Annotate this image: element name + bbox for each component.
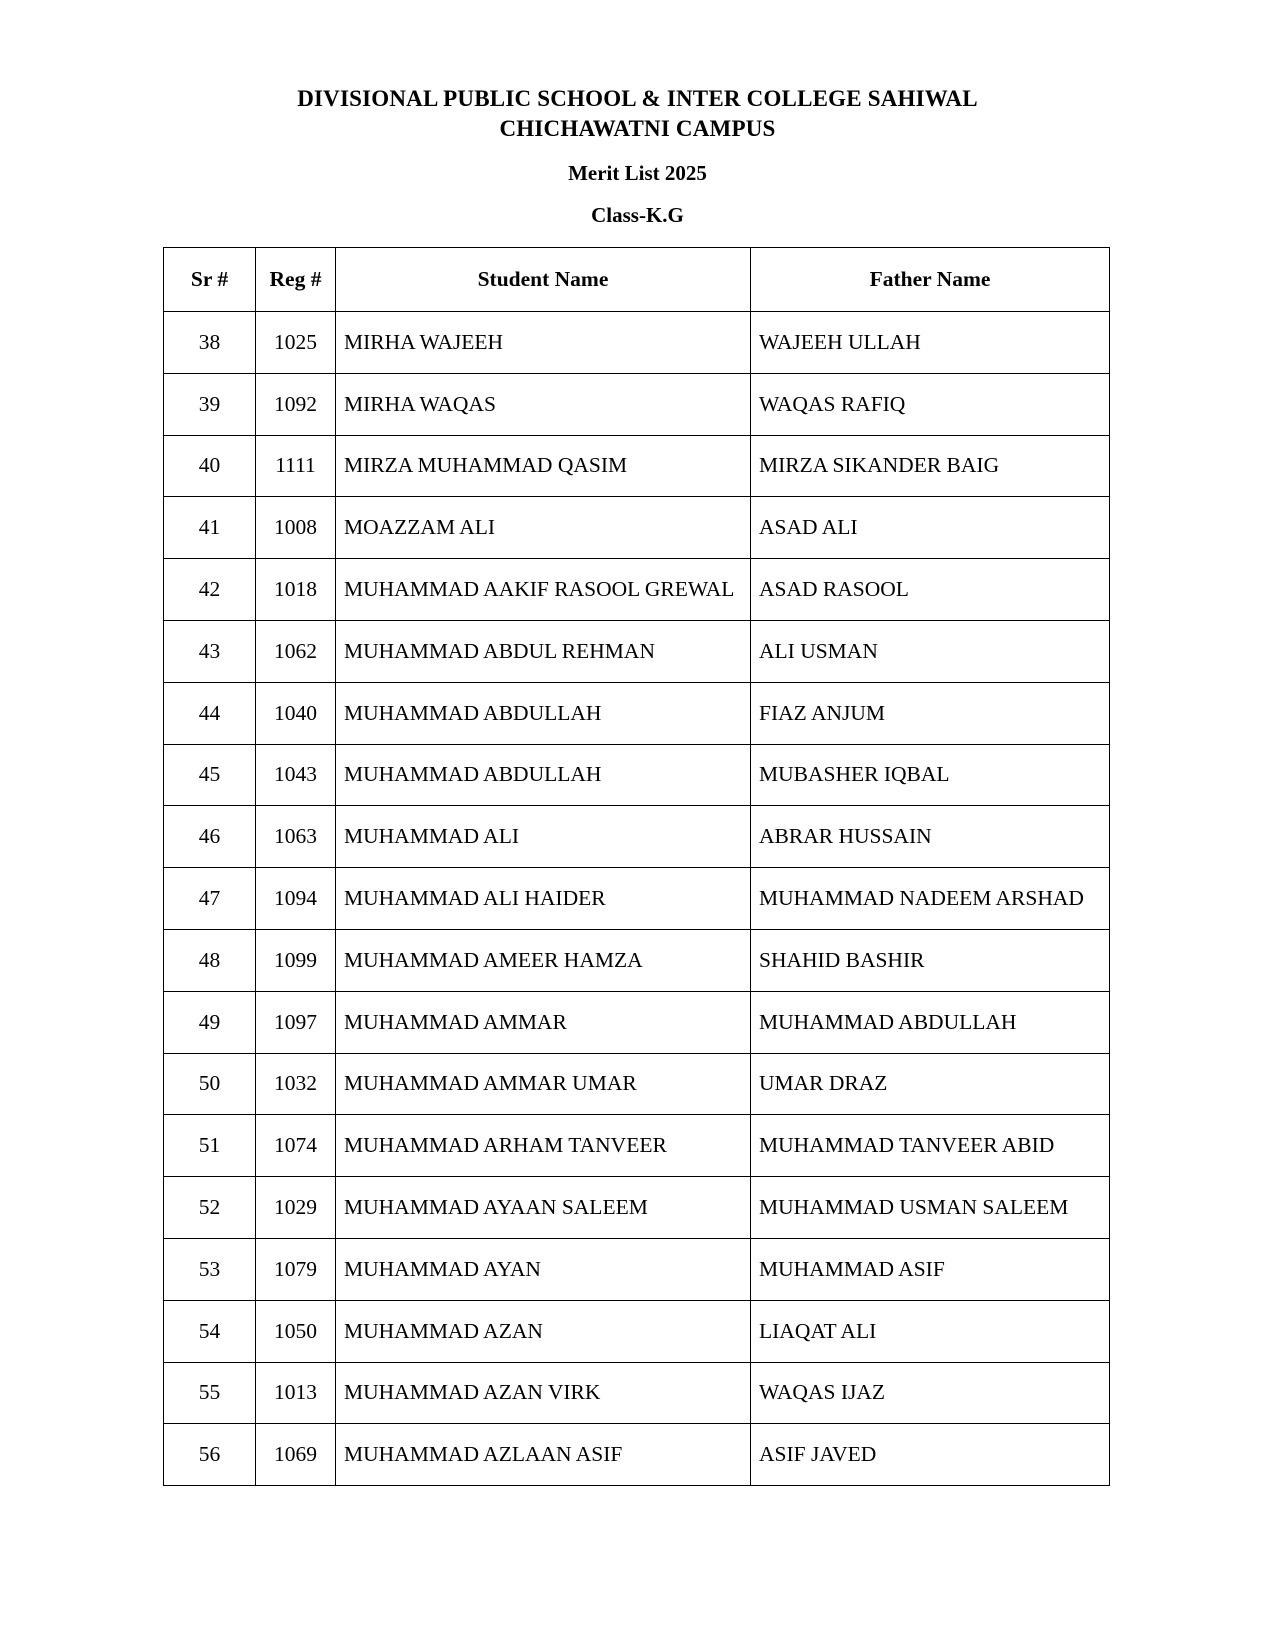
cell-student-name: MUHAMMAD AMEER HAMZA bbox=[336, 929, 751, 991]
table-row bbox=[164, 744, 1110, 806]
table-row bbox=[164, 682, 1110, 744]
table-row bbox=[164, 1053, 1110, 1115]
cell-reg: 1099 bbox=[256, 929, 336, 991]
cell-sr: 53 bbox=[164, 1238, 256, 1300]
cell-father-name: WAQAS IJAZ bbox=[751, 1362, 1110, 1424]
cell-reg: 1025 bbox=[256, 312, 336, 374]
cell-father-name: MUBASHER IQBAL bbox=[751, 744, 1110, 806]
cell-sr: 55 bbox=[164, 1362, 256, 1424]
cell-father-name: WAQAS RAFIQ bbox=[751, 373, 1110, 435]
cell-reg: 1069 bbox=[256, 1424, 336, 1486]
cell-reg: 1018 bbox=[256, 559, 336, 621]
table-body bbox=[164, 312, 1110, 1486]
cell-father-name: UMAR DRAZ bbox=[751, 1053, 1110, 1115]
cell-reg: 1043 bbox=[256, 744, 336, 806]
school-name-line-1: DIVISIONAL PUBLIC SCHOOL & INTER COLLEGE SAHIWAL bbox=[297, 86, 978, 111]
cell-father-name: MUHAMMAD TANVEER ABID bbox=[751, 1115, 1110, 1177]
cell-sr: 45 bbox=[164, 744, 256, 806]
cell-sr: 40 bbox=[164, 435, 256, 497]
cell-sr: 39 bbox=[164, 373, 256, 435]
cell-student-name: MUHAMMAD ABDULLAH bbox=[336, 744, 751, 806]
cell-student-name: MUHAMMAD ARHAM TANVEER bbox=[336, 1115, 751, 1177]
header-row bbox=[164, 248, 1110, 312]
cell-sr: 42 bbox=[164, 559, 256, 621]
cell-reg: 1040 bbox=[256, 682, 336, 744]
cell-reg: 1029 bbox=[256, 1177, 336, 1239]
cell-sr: 44 bbox=[164, 682, 256, 744]
cell-father-name: ASAD ALI bbox=[751, 497, 1110, 559]
cell-student-name: MUHAMMAD AMMAR UMAR bbox=[336, 1053, 751, 1115]
cell-student-name: MUHAMMAD AZLAAN ASIF bbox=[336, 1424, 751, 1486]
cell-sr: 41 bbox=[164, 497, 256, 559]
cell-sr: 52 bbox=[164, 1177, 256, 1239]
cell-sr: 48 bbox=[164, 929, 256, 991]
cell-student-name: MOAZZAM ALI bbox=[336, 497, 751, 559]
cell-reg: 1008 bbox=[256, 497, 336, 559]
cell-reg: 1097 bbox=[256, 991, 336, 1053]
table-row bbox=[164, 1424, 1110, 1486]
cell-father-name: LIAQAT ALI bbox=[751, 1300, 1110, 1362]
table-row bbox=[164, 806, 1110, 868]
cell-student-name: MUHAMMAD AZAN VIRK bbox=[336, 1362, 751, 1424]
column-header-student-name: Student Name bbox=[336, 248, 751, 312]
cell-sr: 43 bbox=[164, 620, 256, 682]
table-row bbox=[164, 1238, 1110, 1300]
table-row bbox=[164, 1177, 1110, 1239]
cell-father-name: WAJEEH ULLAH bbox=[751, 312, 1110, 374]
merit-table bbox=[163, 247, 1110, 1486]
cell-reg: 1013 bbox=[256, 1362, 336, 1424]
table-row bbox=[164, 620, 1110, 682]
cell-father-name: MUHAMMAD ASIF bbox=[751, 1238, 1110, 1300]
column-header-sr: Sr # bbox=[164, 248, 256, 312]
cell-sr: 50 bbox=[164, 1053, 256, 1115]
cell-sr: 46 bbox=[164, 806, 256, 868]
cell-sr: 54 bbox=[164, 1300, 256, 1362]
cell-reg: 1032 bbox=[256, 1053, 336, 1115]
cell-reg: 1092 bbox=[256, 373, 336, 435]
table-header bbox=[164, 248, 1110, 312]
cell-student-name: MUHAMMAD ALI bbox=[336, 806, 751, 868]
cell-father-name: MIRZA SIKANDER BAIG bbox=[751, 435, 1110, 497]
school-name-line-2: CHICHAWATNI CAMPUS bbox=[499, 116, 776, 141]
merit-list-subtitle: Merit List 2025 bbox=[568, 161, 707, 185]
cell-student-name: MUHAMMAD ABDUL REHMAN bbox=[336, 620, 751, 682]
column-header-reg: Reg # bbox=[256, 248, 336, 312]
cell-sr: 49 bbox=[164, 991, 256, 1053]
cell-reg: 1062 bbox=[256, 620, 336, 682]
cell-sr: 56 bbox=[164, 1424, 256, 1486]
cell-father-name: SHAHID BASHIR bbox=[751, 929, 1110, 991]
table-row bbox=[164, 991, 1110, 1053]
cell-father-name: ASAD RASOOL bbox=[751, 559, 1110, 621]
cell-reg: 1111 bbox=[256, 435, 336, 497]
cell-father-name: FIAZ ANJUM bbox=[751, 682, 1110, 744]
cell-reg: 1074 bbox=[256, 1115, 336, 1177]
cell-student-name: MIRZA MUHAMMAD QASIM bbox=[336, 435, 751, 497]
cell-student-name: MUHAMMAD AMMAR bbox=[336, 991, 751, 1053]
cell-sr: 47 bbox=[164, 868, 256, 930]
column-header-father-name: Father Name bbox=[751, 248, 1110, 312]
cell-student-name: MUHAMMAD AYAN bbox=[336, 1238, 751, 1300]
cell-student-name: MUHAMMAD ALI HAIDER bbox=[336, 868, 751, 930]
cell-reg: 1063 bbox=[256, 806, 336, 868]
cell-sr: 51 bbox=[164, 1115, 256, 1177]
table-row bbox=[164, 497, 1110, 559]
table-row bbox=[164, 559, 1110, 621]
table-row bbox=[164, 312, 1110, 374]
cell-reg: 1050 bbox=[256, 1300, 336, 1362]
cell-father-name: MUHAMMAD ABDULLAH bbox=[751, 991, 1110, 1053]
document-header bbox=[0, 84, 1275, 228]
class-label: Class-K.G bbox=[591, 203, 684, 227]
table-row bbox=[164, 373, 1110, 435]
cell-student-name: MIRHA WAJEEH bbox=[336, 312, 751, 374]
cell-father-name: ASIF JAVED bbox=[751, 1424, 1110, 1486]
table-row bbox=[164, 435, 1110, 497]
table-row bbox=[164, 929, 1110, 991]
cell-student-name: MUHAMMAD AAKIF RASOOL GREWAL bbox=[336, 559, 751, 621]
table-row bbox=[164, 1362, 1110, 1424]
cell-sr: 38 bbox=[164, 312, 256, 374]
table-row bbox=[164, 868, 1110, 930]
cell-father-name: MUHAMMAD USMAN SALEEM bbox=[751, 1177, 1110, 1239]
merit-table-container bbox=[0, 247, 1275, 1486]
cell-student-name: MUHAMMAD ABDULLAH bbox=[336, 682, 751, 744]
cell-father-name: ABRAR HUSSAIN bbox=[751, 806, 1110, 868]
cell-student-name: MUHAMMAD AZAN bbox=[336, 1300, 751, 1362]
cell-father-name: ALI USMAN bbox=[751, 620, 1110, 682]
cell-reg: 1079 bbox=[256, 1238, 336, 1300]
cell-student-name: MIRHA WAQAS bbox=[336, 373, 751, 435]
table-row bbox=[164, 1115, 1110, 1177]
cell-father-name: MUHAMMAD NADEEM ARSHAD bbox=[751, 868, 1110, 930]
table-row bbox=[164, 1300, 1110, 1362]
cell-student-name: MUHAMMAD AYAAN SALEEM bbox=[336, 1177, 751, 1239]
cell-reg: 1094 bbox=[256, 868, 336, 930]
